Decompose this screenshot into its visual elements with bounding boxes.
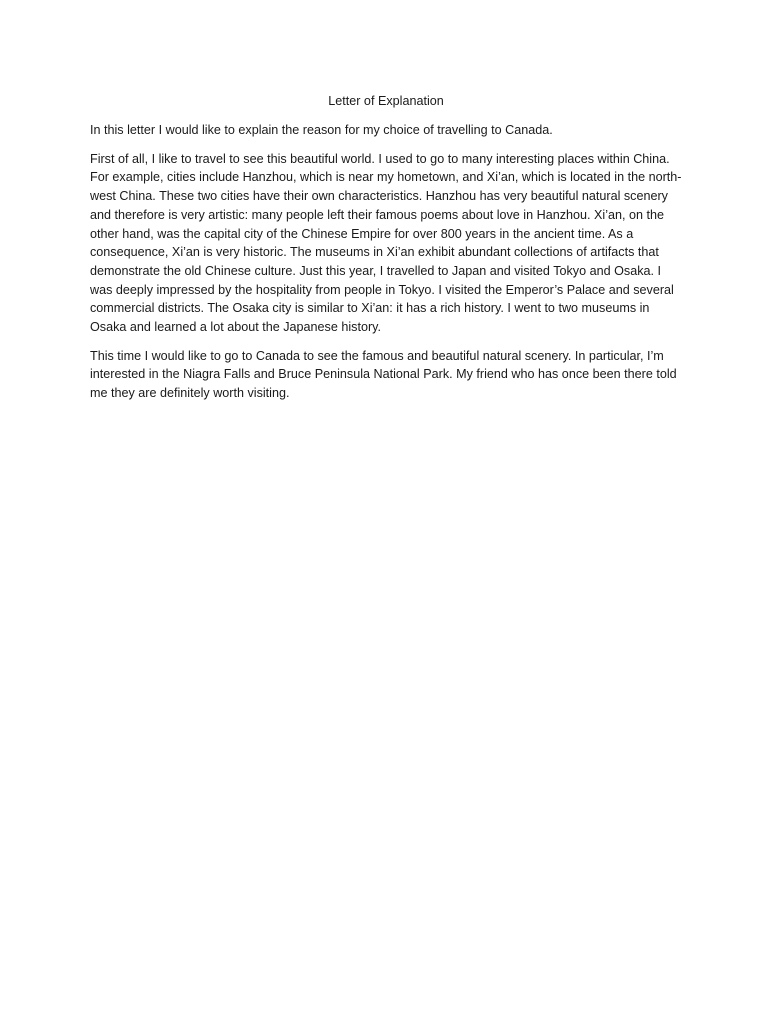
paragraph-travel-experience: First of all, I like to travel to see this beautiful world. I used to go to many interesting places within China. For example, cities include Hanzhou, which is near my hometown, and Xi’an, which is located in the north-west China. These two cities have their own characteristics. Hanzhou has very beautiful natural scenery and therefore is very artistic: many people left their famous poems about love in Hanzhou. Xi’an, on the other hand, was the capital city of the Chinese Empire for over 800 years in the ancient time. As a consequence, Xi’an is very historic. The museums in Xi’an exhibit abundant collections of artifacts that demonstrate the old Chinese culture. Just this year, I travelled to Japan and visited Tokyo and Osaka. I was deeply impressed by the hospitality from people in Tokyo. I visited the Emperor’s Palace and several commercial districts. The Osaka city is similar to Xi’an: it has a rich history. I went to two museums in Osaka and learned a lot about the Japanese history.: [90, 151, 682, 335]
document-body: [90, 92, 682, 413]
document-title: Letter of Explanation: [328, 94, 444, 108]
paragraph-canada-plans: This time I would like to go to Canada to see the famous and beautiful natural scenery. In particular, I’m interested in the Niagra Falls and Bruce Peninsula National Park. My friend who has once been there told me they are definitely worth visiting.: [90, 348, 677, 401]
paragraph-intro: In this letter I would like to explain the reason for my choice of travelling to Canada.: [90, 123, 553, 137]
